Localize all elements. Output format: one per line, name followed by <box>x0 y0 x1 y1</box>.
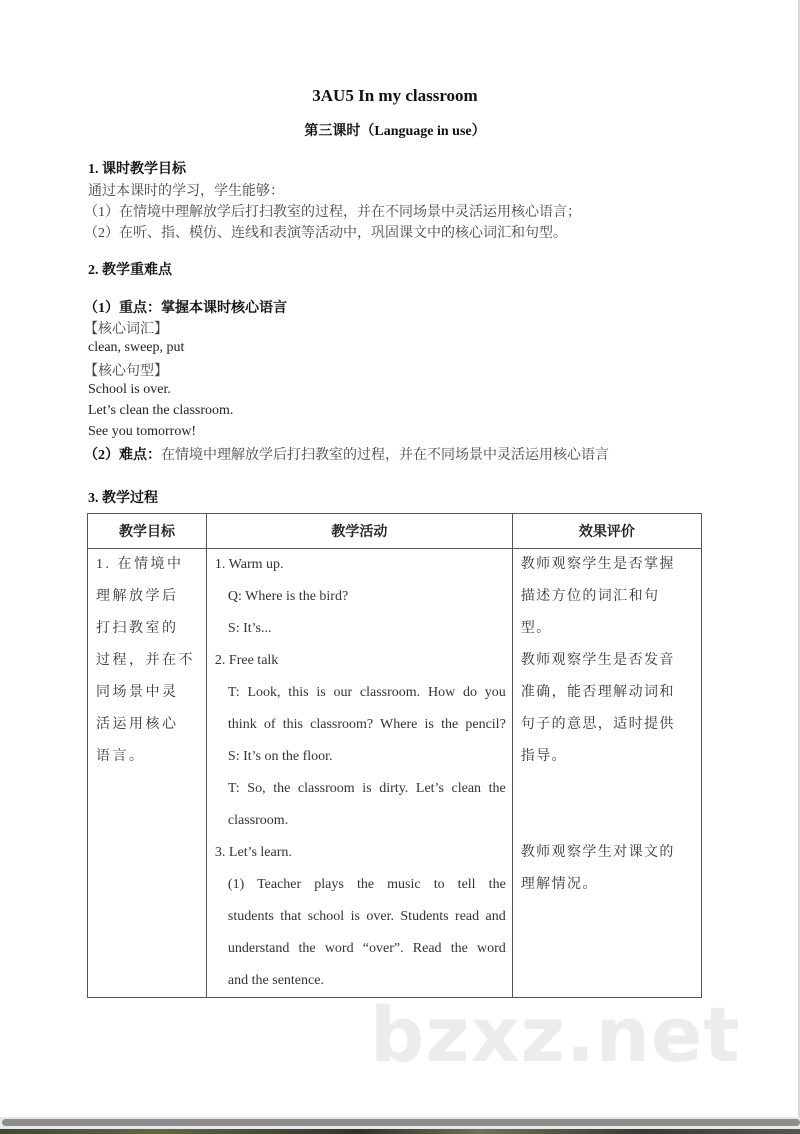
document-title: 3AU5 In my classroom <box>312 86 478 105</box>
evaluation-line: 型。 <box>520 621 552 636</box>
activity-line: understand the word “over”. Read the word <box>227 941 506 956</box>
evaluation-line: 准确，能否理解动词和 <box>520 685 675 700</box>
evaluation-line: 教师观察学生对课文的 <box>520 845 675 860</box>
section1-heading: 1. 课时教学目标 <box>88 162 186 177</box>
evaluation-line: 理解情况。 <box>520 877 598 892</box>
sentence-3: See you tomorrow! <box>88 424 197 439</box>
activity-line: S: It’s on the floor. <box>227 749 333 764</box>
sentence-1: School is over. <box>88 382 171 397</box>
section2-heading: 2. 教学重难点 <box>88 263 172 278</box>
activity-line: Q: Where is the bird? <box>227 589 349 604</box>
section1-item-2: （2）在听、指、模仿、连线和表演等活动中，巩固课文中的核心词汇和句型。 <box>84 226 567 241</box>
section1-item-1: （1）在情境中理解放学后打扫教室的过程，并在不同场景中灵活运用核心语言； <box>84 205 581 220</box>
goal-line: 活运用核心 <box>96 717 179 732</box>
table-header-row <box>88 514 702 549</box>
goal-line: 语言。 <box>96 749 146 764</box>
header-activity: 教学活动 <box>206 514 512 549</box>
activity-line: and the sentence. <box>227 973 324 988</box>
watermark-text: bzxz.net <box>370 990 741 1079</box>
activity-line: classroom. <box>227 813 289 828</box>
evaluation-line: 指导。 <box>520 749 567 764</box>
vocab-label: 【核心词汇】 <box>84 322 168 337</box>
key-point-text: 掌握本课时核心语言 <box>161 301 287 316</box>
evaluation-line: 句子的意思，适时提供 <box>520 717 675 732</box>
activity-line: T: So, the classroom is dirty. Let’s clean the <box>227 781 506 796</box>
goal-line: 过程，并在不 <box>96 653 195 668</box>
evaluation-line <box>521 805 697 837</box>
activity-line: S: It’s... <box>227 621 272 636</box>
document-subtitle: 第三课时（Language in use） <box>304 124 486 139</box>
teaching-process-table <box>87 513 702 998</box>
key-point-line <box>84 297 287 317</box>
difficulty-label: （2）难点： <box>84 448 161 463</box>
evaluation-line <box>521 773 697 805</box>
activity-cell <box>206 549 512 998</box>
evaluation-line: 教师观察学生是否掌握 <box>520 557 675 572</box>
evaluation-cell <box>512 549 701 998</box>
sentence-2: Let’s clean the classroom. <box>88 403 234 418</box>
evaluation-line: 教师观察学生是否发音 <box>520 653 675 668</box>
horizontal-scrollbar-thumb[interactable] <box>2 1119 800 1126</box>
background-photo-strip <box>0 1129 800 1134</box>
difficulty-line <box>84 444 609 464</box>
goal-line: 1. 在情境中 <box>96 557 184 572</box>
goal-cell <box>88 549 207 998</box>
table-row <box>88 549 702 998</box>
evaluation-line: 描述方位的词汇和句 <box>520 589 660 604</box>
header-evaluation: 效果评价 <box>512 514 701 549</box>
goal-line: 打扫教室的 <box>96 621 179 636</box>
activity-line: students that school is over. Students read and <box>227 909 506 924</box>
activity-line: 1. Warm up. <box>214 557 284 572</box>
activity-line: (1) Teacher plays the music to tell the <box>227 877 506 892</box>
activity-line: 2. Free talk <box>214 653 279 668</box>
vocab-list: clean, sweep, put <box>88 340 185 355</box>
activity-line: think of this classroom? Where is the pencil? <box>227 717 506 732</box>
goal-line: 同场景中灵 <box>96 685 179 700</box>
difficulty-text: 在情境中理解放学后打扫教室的过程，并在不同场景中灵活运用核心语言 <box>161 448 609 463</box>
header-goal: 教学目标 <box>88 514 207 549</box>
section1-intro: 通过本课时的学习，学生能够： <box>88 184 284 199</box>
sentences-label: 【核心句型】 <box>84 364 168 379</box>
key-point-label: （1）重点： <box>84 301 161 316</box>
section3-heading: 3. 教学过程 <box>88 491 158 506</box>
goal-line: 理解放学后 <box>96 589 179 604</box>
activity-line: 3. Let’s learn. <box>214 845 292 860</box>
activity-line: T: Look, this is our classroom. How do you <box>227 685 506 700</box>
